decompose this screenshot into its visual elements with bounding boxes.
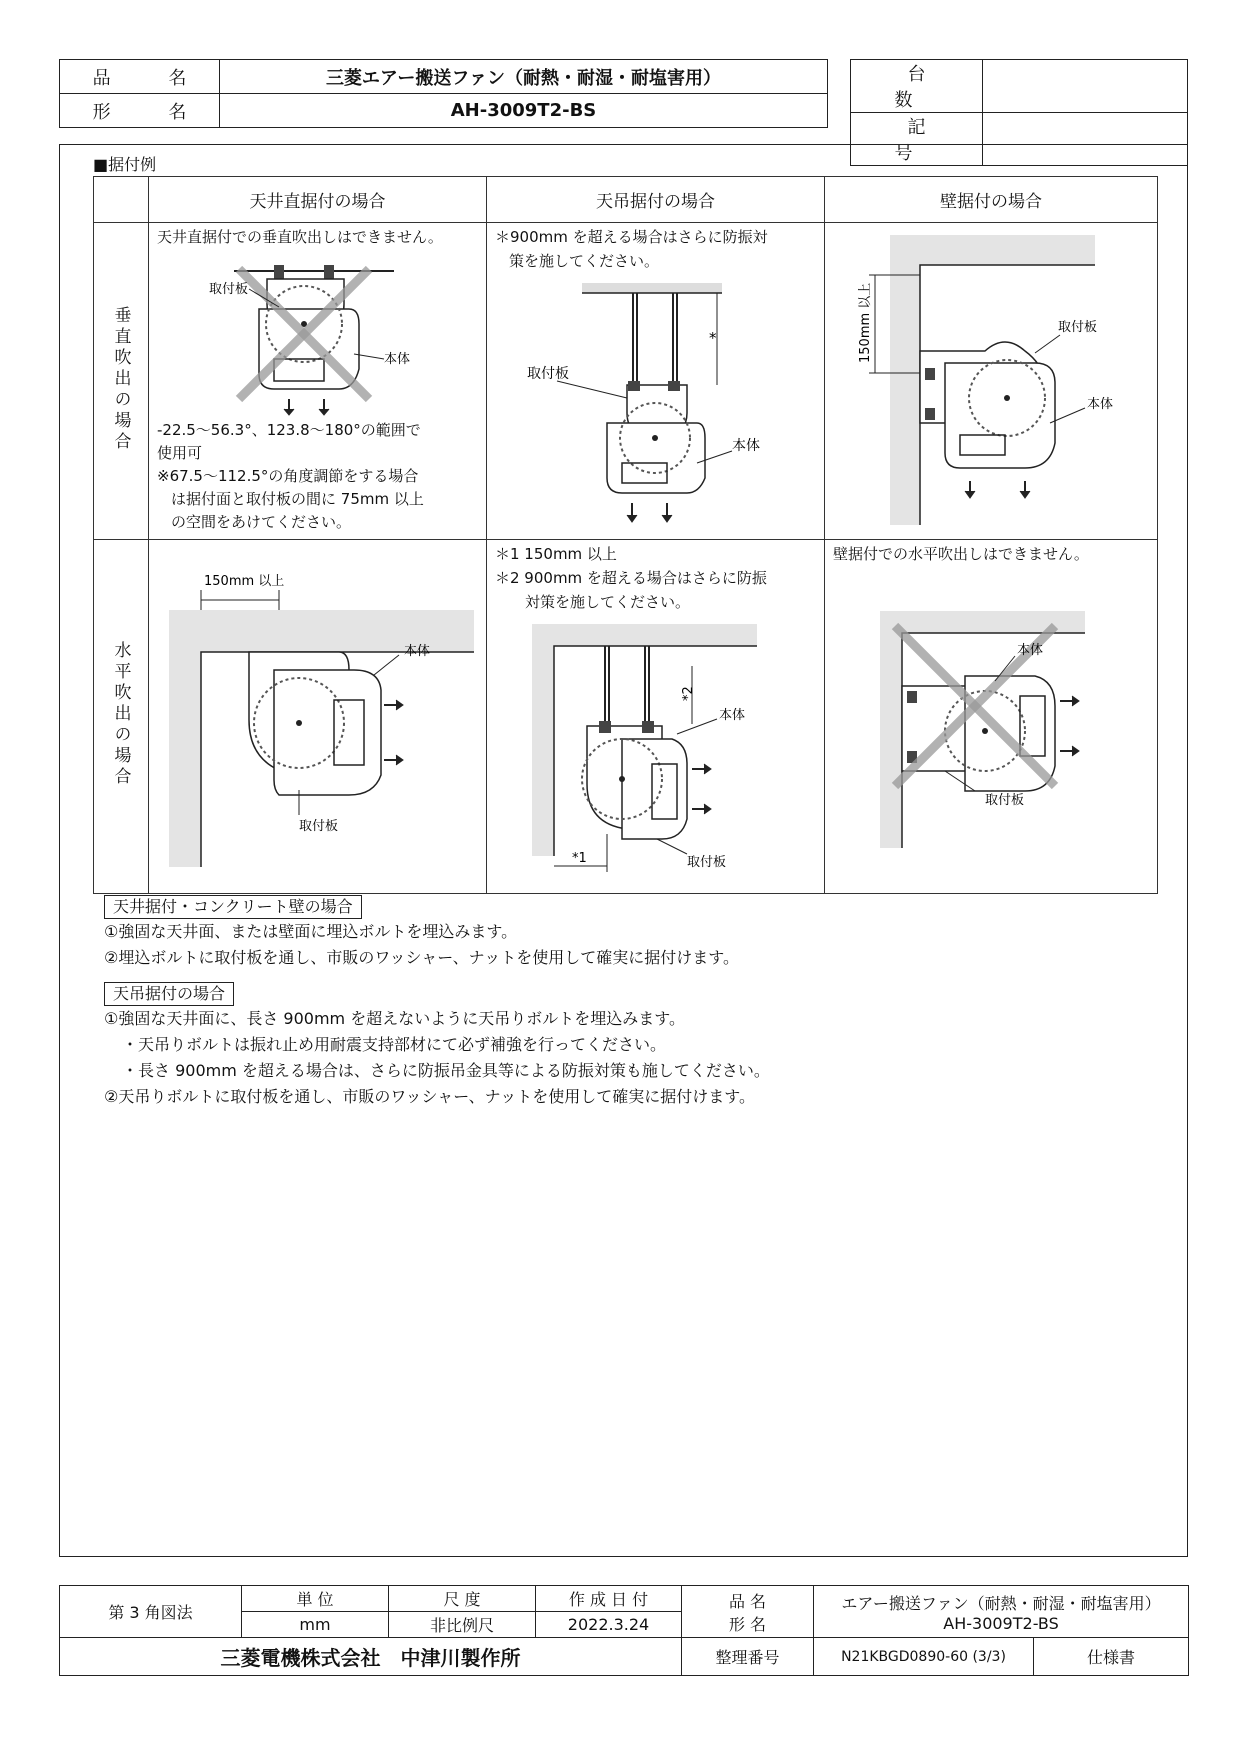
ref-value: N21KBGD0890-60 (3/3)	[814, 1638, 1034, 1676]
label-body: 本体	[404, 644, 431, 659]
diagram-vertical-ceiling-direct	[149, 249, 485, 419]
ref-label: 整理番号	[682, 1638, 814, 1676]
hang-h-note-1: ＊1 150mm 以上	[495, 545, 617, 563]
col-header-wall: 壁据付の場合	[825, 177, 1158, 223]
scale-value: 非比例尺	[389, 1612, 536, 1638]
hang-note-1: ＊900mm を超える場合はさらに防振対	[495, 228, 768, 246]
hang-h-note-3: 対策を施してください。	[525, 593, 691, 611]
unit-label: 単 位	[242, 1586, 389, 1612]
col-header-ceiling-direct: 天井直据付の場合	[149, 177, 487, 223]
note-no-vertical-ceiling: 天井直据付での垂直吹出しはできません。	[157, 228, 443, 246]
cell-horizontal-wall	[825, 540, 1158, 894]
cell-horizontal-ceiling-hang	[487, 540, 825, 894]
label-plate: 取付板	[1058, 320, 1098, 335]
box-label-concrete: 天井据付・コンクリート壁の場合	[104, 895, 362, 919]
diagram-vertical-ceiling-hang	[487, 273, 823, 535]
product-name-label: 品 名	[60, 60, 220, 94]
instr-concrete-1: ①強固な天井面、または壁面に埋込ボルトを埋込みます。	[104, 922, 518, 941]
col-header-ceiling-hang: 天吊据付の場合	[487, 177, 825, 223]
label-plate: 取付板	[687, 855, 727, 870]
product-name: 三菱エアー搬送ファン（耐熱・耐湿・耐塩害用）	[220, 60, 828, 94]
model-name: AH-3009T2-BS	[220, 94, 828, 128]
note-no-horizontal-wall: 壁据付での水平吹出しはできません。	[833, 545, 1089, 563]
label-plate: 取付板	[209, 282, 249, 297]
diagram-horizontal-ceiling-direct	[149, 540, 485, 890]
cell-vertical-ceiling-direct	[149, 223, 487, 540]
model-label: 形 名	[60, 94, 220, 128]
date-value: 2022.3.24	[536, 1612, 682, 1638]
diagram-vertical-wall	[825, 223, 1157, 539]
diagram-horizontal-ceiling-hang	[487, 614, 823, 892]
angle-note-2: 使用可	[157, 444, 203, 462]
label-plate: 取付板	[527, 366, 569, 382]
label-body: 本体	[384, 352, 411, 367]
label-plate: 取付板	[299, 819, 339, 834]
qty-label: 台 数	[851, 60, 983, 113]
company: 三菱電機株式会社 中津川製作所	[60, 1638, 682, 1676]
qty-value	[983, 60, 1188, 113]
instr-hang-4: ②天吊りボルトに取付板を通し、市販のワッシャー、ナットを使用して確実に据付けます。	[104, 1087, 755, 1106]
row-header-vertical: 垂直吹出の場合	[94, 223, 149, 540]
cell-vertical-ceiling-hang	[487, 223, 825, 540]
scale-label: 尺 度	[389, 1586, 536, 1612]
angle-note-3: ※67.5～112.5°の角度調節をする場合	[157, 467, 419, 485]
angle-note-5: の空間をあけてください。	[171, 513, 352, 531]
grid-corner	[94, 177, 149, 223]
footer-table	[59, 1585, 1189, 1676]
footer-name-values	[814, 1586, 1189, 1638]
footer-product-name: エアー搬送ファン（耐熱・耐湿・耐塩害用）	[841, 1593, 1161, 1613]
footer-product-name-label: 品 名	[728, 1591, 767, 1611]
date-label: 作 成 日 付	[536, 1586, 682, 1612]
label-body: 本体	[732, 438, 760, 454]
label-body: 本体	[719, 708, 746, 723]
dim-mark-1: *1	[572, 851, 587, 866]
label-body: 本体	[1087, 397, 1114, 412]
installation-grid	[93, 176, 1158, 894]
hang-note-2: 策を施してください。	[509, 252, 660, 270]
diagram-horizontal-wall	[825, 566, 1157, 866]
dim-label: 150mm 以上	[204, 574, 285, 589]
section-title: ■据付例	[93, 155, 157, 174]
projection: 第 3 角図法	[60, 1586, 242, 1638]
dim-mark-2: *2	[681, 686, 696, 701]
label-plate: 取付板	[985, 793, 1025, 808]
dim-mark: *	[709, 329, 717, 347]
instr-hang-3: ・長さ 900mm を超える場合は、さらに防振吊金具等による防振対策も施してください。	[122, 1061, 770, 1080]
instr-hang-2: ・天吊りボルトは振れ止め用耐震支持部材にて必ず補強を行ってください。	[122, 1035, 667, 1054]
cell-horizontal-ceiling-direct	[149, 540, 487, 894]
footer-model-label: 形 名	[728, 1614, 767, 1634]
row-header-horizontal: 水平吹出の場合	[94, 540, 149, 894]
footer-name-labels	[682, 1586, 814, 1638]
instr-hang-1: ①強固な天井面に、長さ 900mm を超えないように天吊りボルトを埋込みます。	[104, 1009, 685, 1028]
dim-label: 150mm 以上	[858, 282, 873, 363]
hang-h-note-2: ＊2 900mm を超える場合はさらに防振	[495, 569, 767, 587]
cell-vertical-wall	[825, 223, 1158, 540]
symbol-label: 記 号	[851, 113, 983, 166]
angle-note-1: -22.5～56.3°、123.8～180°の範囲で	[157, 421, 421, 439]
footer-model: AH-3009T2-BS	[943, 1613, 1059, 1633]
header-table	[59, 59, 828, 128]
doc-type: 仕様書	[1034, 1638, 1189, 1676]
unit-value: mm	[242, 1612, 389, 1638]
instr-concrete-2: ②埋込ボルトに取付板を通し、市販のワッシャー、ナットを使用して確実に据付けます。	[104, 948, 739, 967]
label-body: 本体	[1017, 643, 1044, 658]
angle-note-4: は据付面と取付板の間に 75mm 以上	[171, 490, 424, 508]
box-label-hang: 天吊据付の場合	[104, 982, 234, 1006]
